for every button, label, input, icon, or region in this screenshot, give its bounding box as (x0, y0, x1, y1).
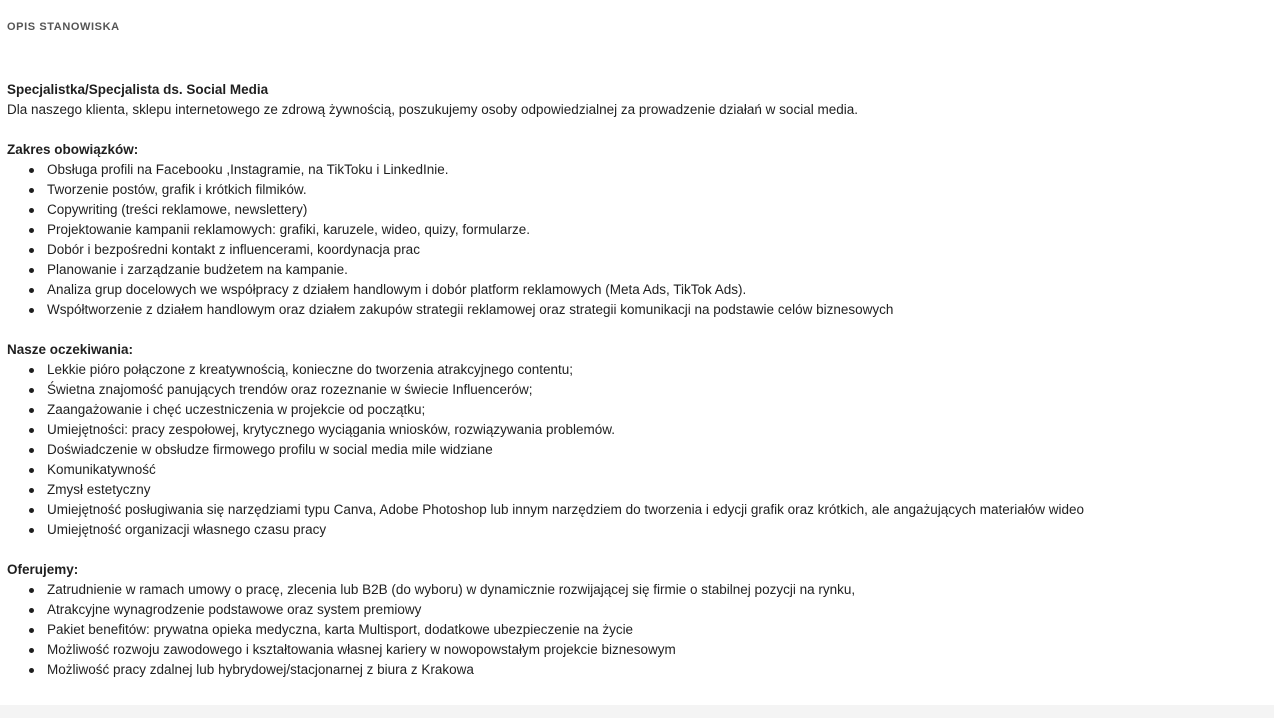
list-item: Tworzenie postów, grafik i krótkich filmików. (47, 180, 1267, 200)
section-heading: OPIS STANOWISKA (7, 21, 120, 33)
offer-list (7, 580, 1267, 680)
list-item: Copywriting (treści reklamowe, newslettery) (47, 200, 1267, 220)
list-item: Umiejętność organizacji własnego czasu pracy (47, 520, 1267, 540)
list-item: Zmysł estetyczny (47, 480, 1267, 500)
list-item: Świetna znajomość panujących trendów oraz rozeznanie w świecie Influencerów; (47, 380, 1267, 400)
list-item: Współtworzenie z działem handlowym oraz działem zakupów strategii reklamowej oraz strategii komunikacji na podstawie celów biznesowych (47, 300, 1267, 320)
list-item: Analiza grup docelowych we współpracy z działem handlowym i dobór platform reklamowych (Meta Ads, TikTok Ads). (47, 280, 1267, 300)
expectations-title: Nasze oczekiwania: (7, 342, 134, 357)
list-item: Zatrudnienie w ramach umowy o pracę, zlecenia lub B2B (do wyboru) w dynamicznie rozwijającej się firmie o stabilnej pozycji na rynku, (47, 580, 1267, 600)
list-item: Możliwość rozwoju zawodowego i kształtowania własnej kariery w nowopowstałym projekcie biznesowym (47, 640, 1267, 660)
list-item: Zaangażowanie i chęć uczestniczenia w projekcie od początku; (47, 400, 1267, 420)
list-item: Pakiet benefitów: prywatna opieka medyczna, karta Multisport, dodatkowe ubezpieczenie na życie (47, 620, 1267, 640)
list-item: Dobór i bezpośredni kontakt z influencerami, koordynacja prac (47, 240, 1267, 260)
responsibilities-list (7, 160, 1267, 320)
job-title: Specjalistka/Specjalista ds. Social Media (7, 82, 269, 97)
list-item: Umiejętności: pracy zespołowej, krytycznego wyciągania wniosków, rozwiązywania problemów. (47, 420, 1267, 440)
list-item: Komunikatywność (47, 460, 1267, 480)
list-item: Możliwość pracy zdalnej lub hybrydowej/stacjonarnej z biura z Krakowa (47, 660, 1267, 680)
list-item: Obsługa profili na Facebooku ,Instagramie, na TikToku i LinkedInie. (47, 160, 1267, 180)
offer-title: Oferujemy: (7, 562, 79, 577)
list-item: Projektowanie kampanii reklamowych: grafiki, karuzele, wideo, quizy, formularze. (47, 220, 1267, 240)
responsibilities-title: Zakres obowiązków: (7, 142, 139, 157)
footer-strip (0, 705, 1274, 718)
list-item: Planowanie i zarządzanie budżetem na kampanie. (47, 260, 1267, 280)
job-intro: Dla naszego klienta, sklepu internetowego ze zdrową żywnością, poszukujemy osoby odpowiedzialnej za prowadzenie działań w social media. (7, 102, 858, 117)
list-item: Umiejętność posługiwania się narzędziami typu Canva, Adobe Photoshop lub innym narzędziem do tworzenia i edycji grafik oraz krótkich, ale angażujących materiałów wideo (47, 500, 1267, 520)
list-item: Lekkie pióro połączone z kreatywnością, konieczne do tworzenia atrakcyjnego contentu; (47, 360, 1267, 380)
expectations-list (7, 360, 1267, 540)
job-description-content (7, 80, 1267, 680)
list-item: Doświadczenie w obsłudze firmowego profilu w social media mile widziane (47, 440, 1267, 460)
list-item: Atrakcyjne wynagrodzenie podstawowe oraz system premiowy (47, 600, 1267, 620)
